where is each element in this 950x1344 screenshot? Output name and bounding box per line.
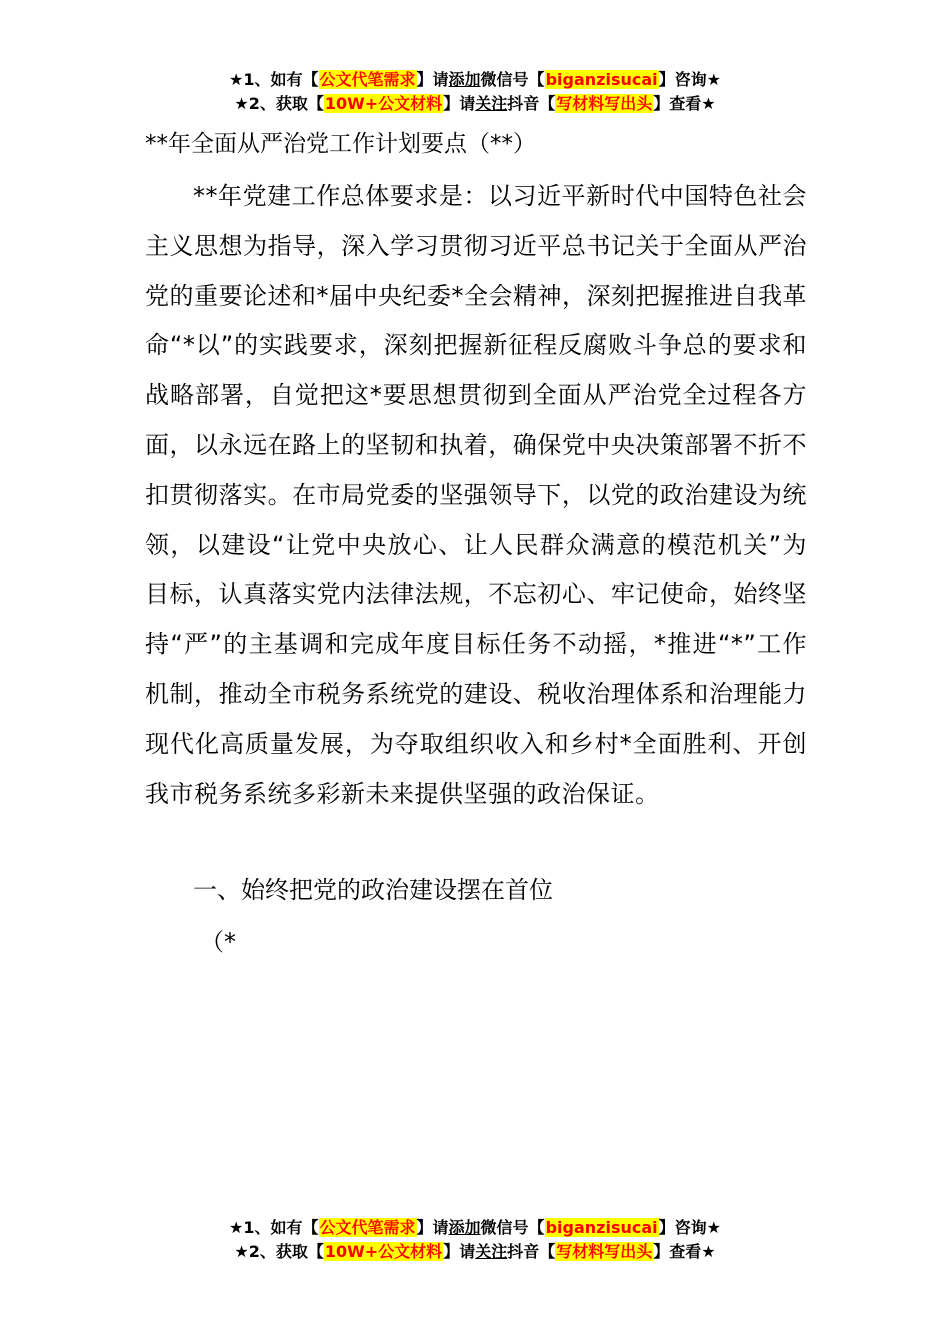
promo-text: 】咨询★ — [658, 1218, 721, 1237]
promo-text: 微信号【 — [480, 1218, 545, 1237]
promo-text: 】咨询★ — [658, 70, 721, 89]
promo-line-1 — [0, 1216, 950, 1240]
promo-highlight: 写材料写出头 — [556, 1242, 653, 1261]
promo-highlight: 10W+公文材料 — [324, 1242, 443, 1261]
promo-text: ★2、获取【 — [234, 94, 324, 113]
promo-underlined: 添加 — [448, 70, 481, 89]
promo-text: 】请 — [443, 1242, 476, 1261]
promo-text: ★1、如有【 — [229, 70, 319, 89]
promo-text: 】请 — [416, 1218, 449, 1237]
promo-underlined: 添加 — [448, 1218, 481, 1237]
promo-banner-top — [0, 68, 950, 116]
promo-text: 微信号【 — [480, 70, 545, 89]
promo-text: 】请 — [416, 70, 449, 89]
promo-text: 】查看★ — [653, 1242, 716, 1261]
promo-line-2 — [0, 1240, 950, 1264]
promo-highlight: biganzisucai — [545, 1218, 658, 1237]
section-heading: 一、始终把党的政治建设摆在首位 — [193, 876, 553, 904]
promo-highlight: 公文代笔需求 — [319, 1218, 416, 1237]
promo-highlight: 公文代笔需求 — [319, 70, 416, 89]
promo-highlight: 10W+公文材料 — [324, 94, 443, 113]
subsection-start: （* — [200, 928, 236, 956]
promo-text: ★1、如有【 — [229, 1218, 319, 1237]
promo-text: 】请 — [443, 94, 476, 113]
promo-highlight: biganzisucai — [545, 70, 658, 89]
promo-banner-bottom — [0, 1216, 950, 1264]
promo-text: 】查看★ — [653, 94, 716, 113]
promo-line-2 — [0, 92, 950, 116]
promo-line-1 — [0, 68, 950, 92]
promo-underlined: 关注 — [475, 1242, 508, 1261]
promo-text: 抖音【 — [507, 94, 556, 113]
promo-highlight: 写材料写出头 — [556, 94, 653, 113]
document-title: **年全面从严治党工作计划要点（**） — [145, 131, 536, 157]
promo-underlined: 关注 — [475, 94, 508, 113]
body-paragraph: **年党建工作总体要求是：以习近平新时代中国特色社会主义思想为指导，深入学习贯彻习近平总书记关于全面从严治党的重要论述和*届中央纪委*全会精神，深刻把握推进自我革命“*以”的实践要求，深刻把握新征程反腐败斗争总的要求和战略部署，自觉把这*要思想贯彻到全面从严治党全过程各方面，以永远在路上的坚韧和执着，确保党中央决策部署不折不扣贯彻落实。在市局党委的坚强领导下，以党的政治建设为统领，以建设“让党中央放心、让人民群众满意的模范机关”为目标，认真落实党内法律法规，不忘初心、牢记使命，始终坚持“严”的主基调和完成年度目标任务不动摇，*推进“*”工作机制，推动全市税务系统党的建设、税收治理体系和治理能力现代化高质量发展，为夺取组织收入和乡村*全面胜利、开创我市税务系统多彩新未来提供坚强的政治保证。 — [145, 182, 807, 808]
promo-text: ★2、获取【 — [234, 1242, 324, 1261]
promo-text: 抖音【 — [507, 1242, 556, 1261]
